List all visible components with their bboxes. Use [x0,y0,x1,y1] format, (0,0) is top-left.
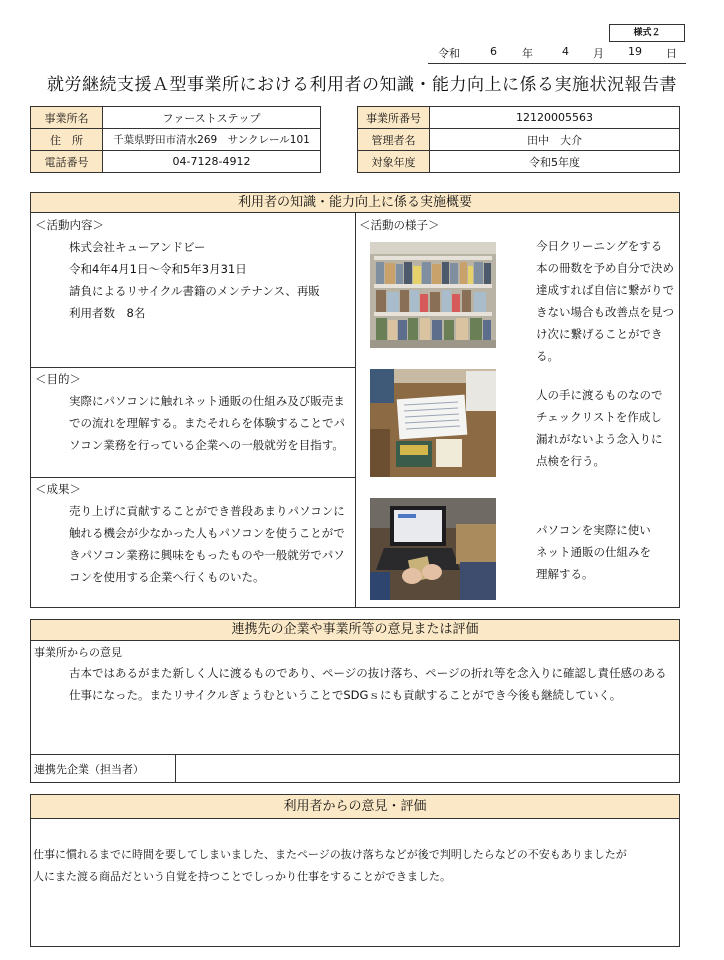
address-label: 住 所 [31,129,103,151]
scene-caption-line: チェックリストを作成し [536,410,662,424]
checklist-photo [370,369,496,477]
purpose-line: での流れを理解する。またそれらを体験することでパ [69,416,345,430]
date-day-unit: 日 [666,47,677,60]
activity-line: 株式会社キューアンドビー [69,240,206,254]
scene-caption-line: 点検を行う。 [536,454,605,468]
user-opinion-line: 人にまた渡る商品だという自覚を持つことでしっかり仕事をすることができました。 [33,870,451,883]
date-month: 4 [562,45,569,58]
phone-label: 電話番号 [31,151,103,173]
purpose-label: ＜目的＞ [35,372,81,386]
manager-label: 管理者名 [358,129,430,151]
scene-caption-line: 理解する。 [536,567,594,581]
scene-caption-line: パソコンを実際に使い [536,523,651,537]
date-year: 6 [490,45,497,58]
bookshelf-photo [370,242,496,348]
office-name-value: ファーストステップ [103,107,321,129]
scene-caption-line: 達成すれば自信に繋がりで [536,283,674,297]
activity-line: 利用者数 8名 [69,306,146,320]
date-month-unit: 月 [593,47,604,60]
report-date [428,42,686,64]
activity-label: ＜活動内容＞ [35,218,104,232]
office-info-table [30,106,321,173]
office-opinion-line: 仕事になった。またリサイクルぎょうむということでSDGｓにも貢献することができ今後も継続していく。 [69,688,622,702]
result-line: 触れる機会が少なかった人もパソコンを使うことがで [69,526,345,540]
purpose-line: 実際にパソコンに触れネット通販の仕組み及び販売ま [69,394,345,408]
scene-caption-line: 今日クリーニングをする [536,239,663,253]
purpose-line: ソコン業務を行っている企業への一般就労を目指す。 [69,438,344,452]
office-opinion-label: 事業所からの意見 [34,646,122,659]
result-line: コンを使用する企業へ行くものいた。 [69,570,265,584]
scene-caption-line: 漏れがないよう念入りに [536,432,663,446]
form-number-label: 様式２ [609,24,685,42]
scene-caption-line: ネット通販の仕組みを [536,545,651,559]
result-line: 売り上げに貢献することができ普段あまりパソコンに [69,504,345,518]
overview-section [30,192,680,608]
activity-line: 令和4年4月1日～令和5年3月31日 [69,262,247,276]
manager-value: 田中 大介 [430,129,680,151]
scene-caption-line: 本の冊数を予め自分で決め [536,261,674,275]
target-year-value: 令和5年度 [430,151,680,173]
partner-opinion-header: 連携先の企業や事業所等の意見または評価 [31,620,679,641]
activity-line: 請負によるリサイクル書籍のメンテナンス、再販 [69,284,320,298]
partner-opinion-section [30,619,680,783]
user-opinion-section [30,794,680,947]
scene-caption-line: け次に繋げることができる。 [536,327,663,363]
scene-label: ＜活動の様子＞ [359,218,440,232]
partner-company-label: 連携先企業（担当者） [34,763,144,776]
result-line: きパソコン業務に興味をもったものや一般就労でパソ [69,548,345,562]
address-value: 千葉県野田市清水269 サンクレール101 [103,129,321,151]
office-info-table-right [357,106,680,173]
date-era: 令和 [438,47,460,60]
divider-partner-vertical [175,754,176,782]
scene-caption-line: 人の手に渡るものなので [536,388,663,402]
office-number-value: 12120005563 [430,107,680,129]
user-opinion-header: 利用者からの意見・評価 [31,795,679,819]
date-day: 19 [628,45,642,58]
user-opinion-line: 仕事に慣れるまでに時間を要してしまいました、またページの抜け落ちなどが後で判明したらなどの不安もありましたが [33,848,627,861]
scene-caption-line: きない場合も改善点を見つ [536,305,674,319]
office-opinion-line: 古本ではあるがまた新しく人に渡るものであり、ページの抜け落ち、ページの折れ等を念入りに確認し責任感のある [69,666,667,680]
laptop-photo [370,498,496,600]
result-label: ＜成果＞ [35,482,81,496]
target-year-label: 対象年度 [358,151,430,173]
date-year-unit: 年 [522,47,533,60]
office-number-label: 事業所番号 [358,107,430,129]
divider-partner [31,754,679,755]
overview-header: 利用者の知識・能力向上に係る実施概要 [31,193,679,213]
column-divider [355,213,356,607]
phone-value: 04-7128-4912 [103,151,321,173]
page-title: 就労継続支援Ａ型事業所における利用者の知識・能力向上に係る実施状況報告書 [47,75,677,95]
office-name-label: 事業所名 [31,107,103,129]
